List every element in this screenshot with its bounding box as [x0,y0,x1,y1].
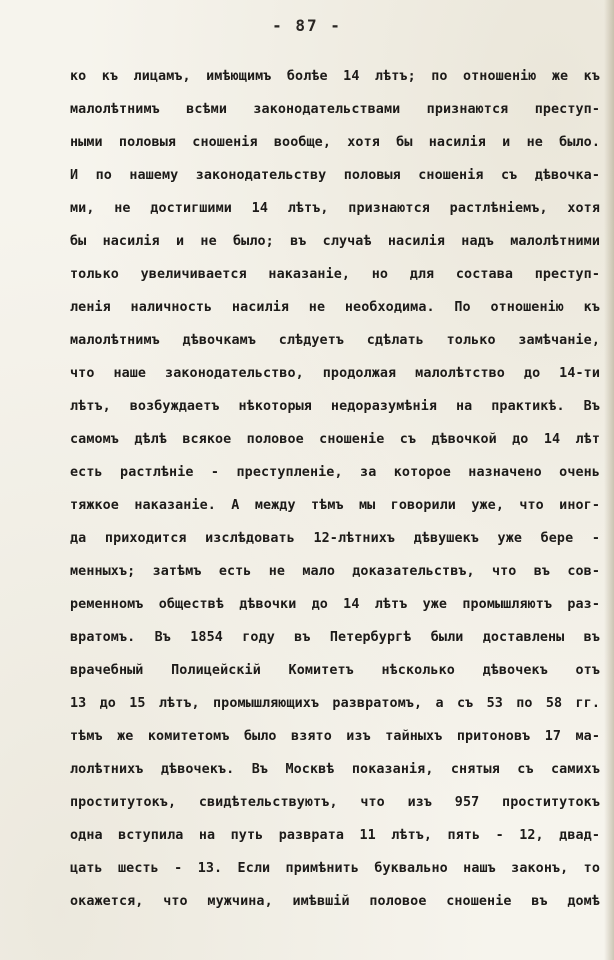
text-line-3: ными половыя сношенія вообще, хотя бы насилія и не было. [70,135,600,150]
text-line-22: лолѣтнихъ дѣвочекъ. Въ Москвѣ показанія, снятыя съ самихъ [70,762,600,777]
text-line-16: менныхъ; затѣмъ есть не мало доказательствъ, что въ сов- [70,564,600,579]
page-edge-shadow [604,0,614,960]
text-line-10: что наше законодательство, продолжая малолѣтство до 14-ти [70,366,600,381]
text-line-9: малолѣтнимъ дѣвочкамъ слѣдуетъ сдѣлать только замѣчаніе, [70,333,600,348]
text-line-13: есть растлѣніе - преступленіе, за которое назначено очень [70,465,600,480]
page-number: - 87 - [272,16,342,35]
text-line-5: ми, не достигшими 14 лѣтъ, признаются растлѣніемъ, хотя [70,201,600,216]
text-line-20: 13 до 15 лѣтъ, промышляющихъ развратомъ, а съ 53 по 58 гг. [70,696,600,711]
body-text [70,60,600,918]
text-line-6: бы насилія и не было; въ случаѣ насилія надъ малолѣтними [70,234,600,249]
text-line-1: ко къ лицамъ, имѣющимъ болѣе 14 лѣтъ; по отношенію же къ [70,69,600,84]
text-line-12: самомъ дѣлѣ всякое половое сношеніе съ дѣвочкой до 14 лѣт [70,432,600,447]
text-line-21: тѣмъ же комитетомъ было взято изъ тайныхъ притоновъ 17 ма- [70,729,600,744]
text-line-8: ленія наличность насилія не необходима. По отношенію къ [70,300,600,315]
text-line-17: ременномъ обществѣ дѣвочки до 14 лѣтъ уже промышляютъ раз- [70,597,600,612]
text-line-18: вратомъ. Въ 1854 году въ Петербургѣ были доставлены въ [70,630,600,645]
text-line-15: да приходится изслѣдовать 12-лѣтнихъ дѣвушекъ уже бере - [70,531,600,546]
text-line-14: тяжкое наказаніе. А между тѣмъ мы говорили уже, что иног- [70,498,600,513]
text-line-2: малолѣтнимъ всѣми законодательствами признаются преступ- [70,102,600,117]
text-line-19: врачебный Полицейскій Комитетъ нѣсколько дѣвочекъ отъ [70,663,600,678]
text-line-26: окажется, что мужчина, имѣвшій половое сношеніе въ домѣ [70,894,600,909]
text-line-23: проститутокъ, свидѣтельствуютъ, что изъ 957 проститутокъ [70,795,600,810]
text-line-25: цать шесть - 13. Если примѣнить буквально нашъ законъ, то [70,861,600,876]
text-line-7: только увеличивается наказаніе, но для состава преступ- [70,267,600,282]
text-line-24: одна вступила на путь разврата 11 лѣтъ, пять - 12, двад- [70,828,600,843]
text-line-4: И по нашему законодательству половыя сношенія съ дѣвочка- [70,168,600,183]
text-line-11: лѣтъ, возбуждаетъ нѣкоторыя недоразумѣнія на практикѣ. Въ [70,399,600,414]
